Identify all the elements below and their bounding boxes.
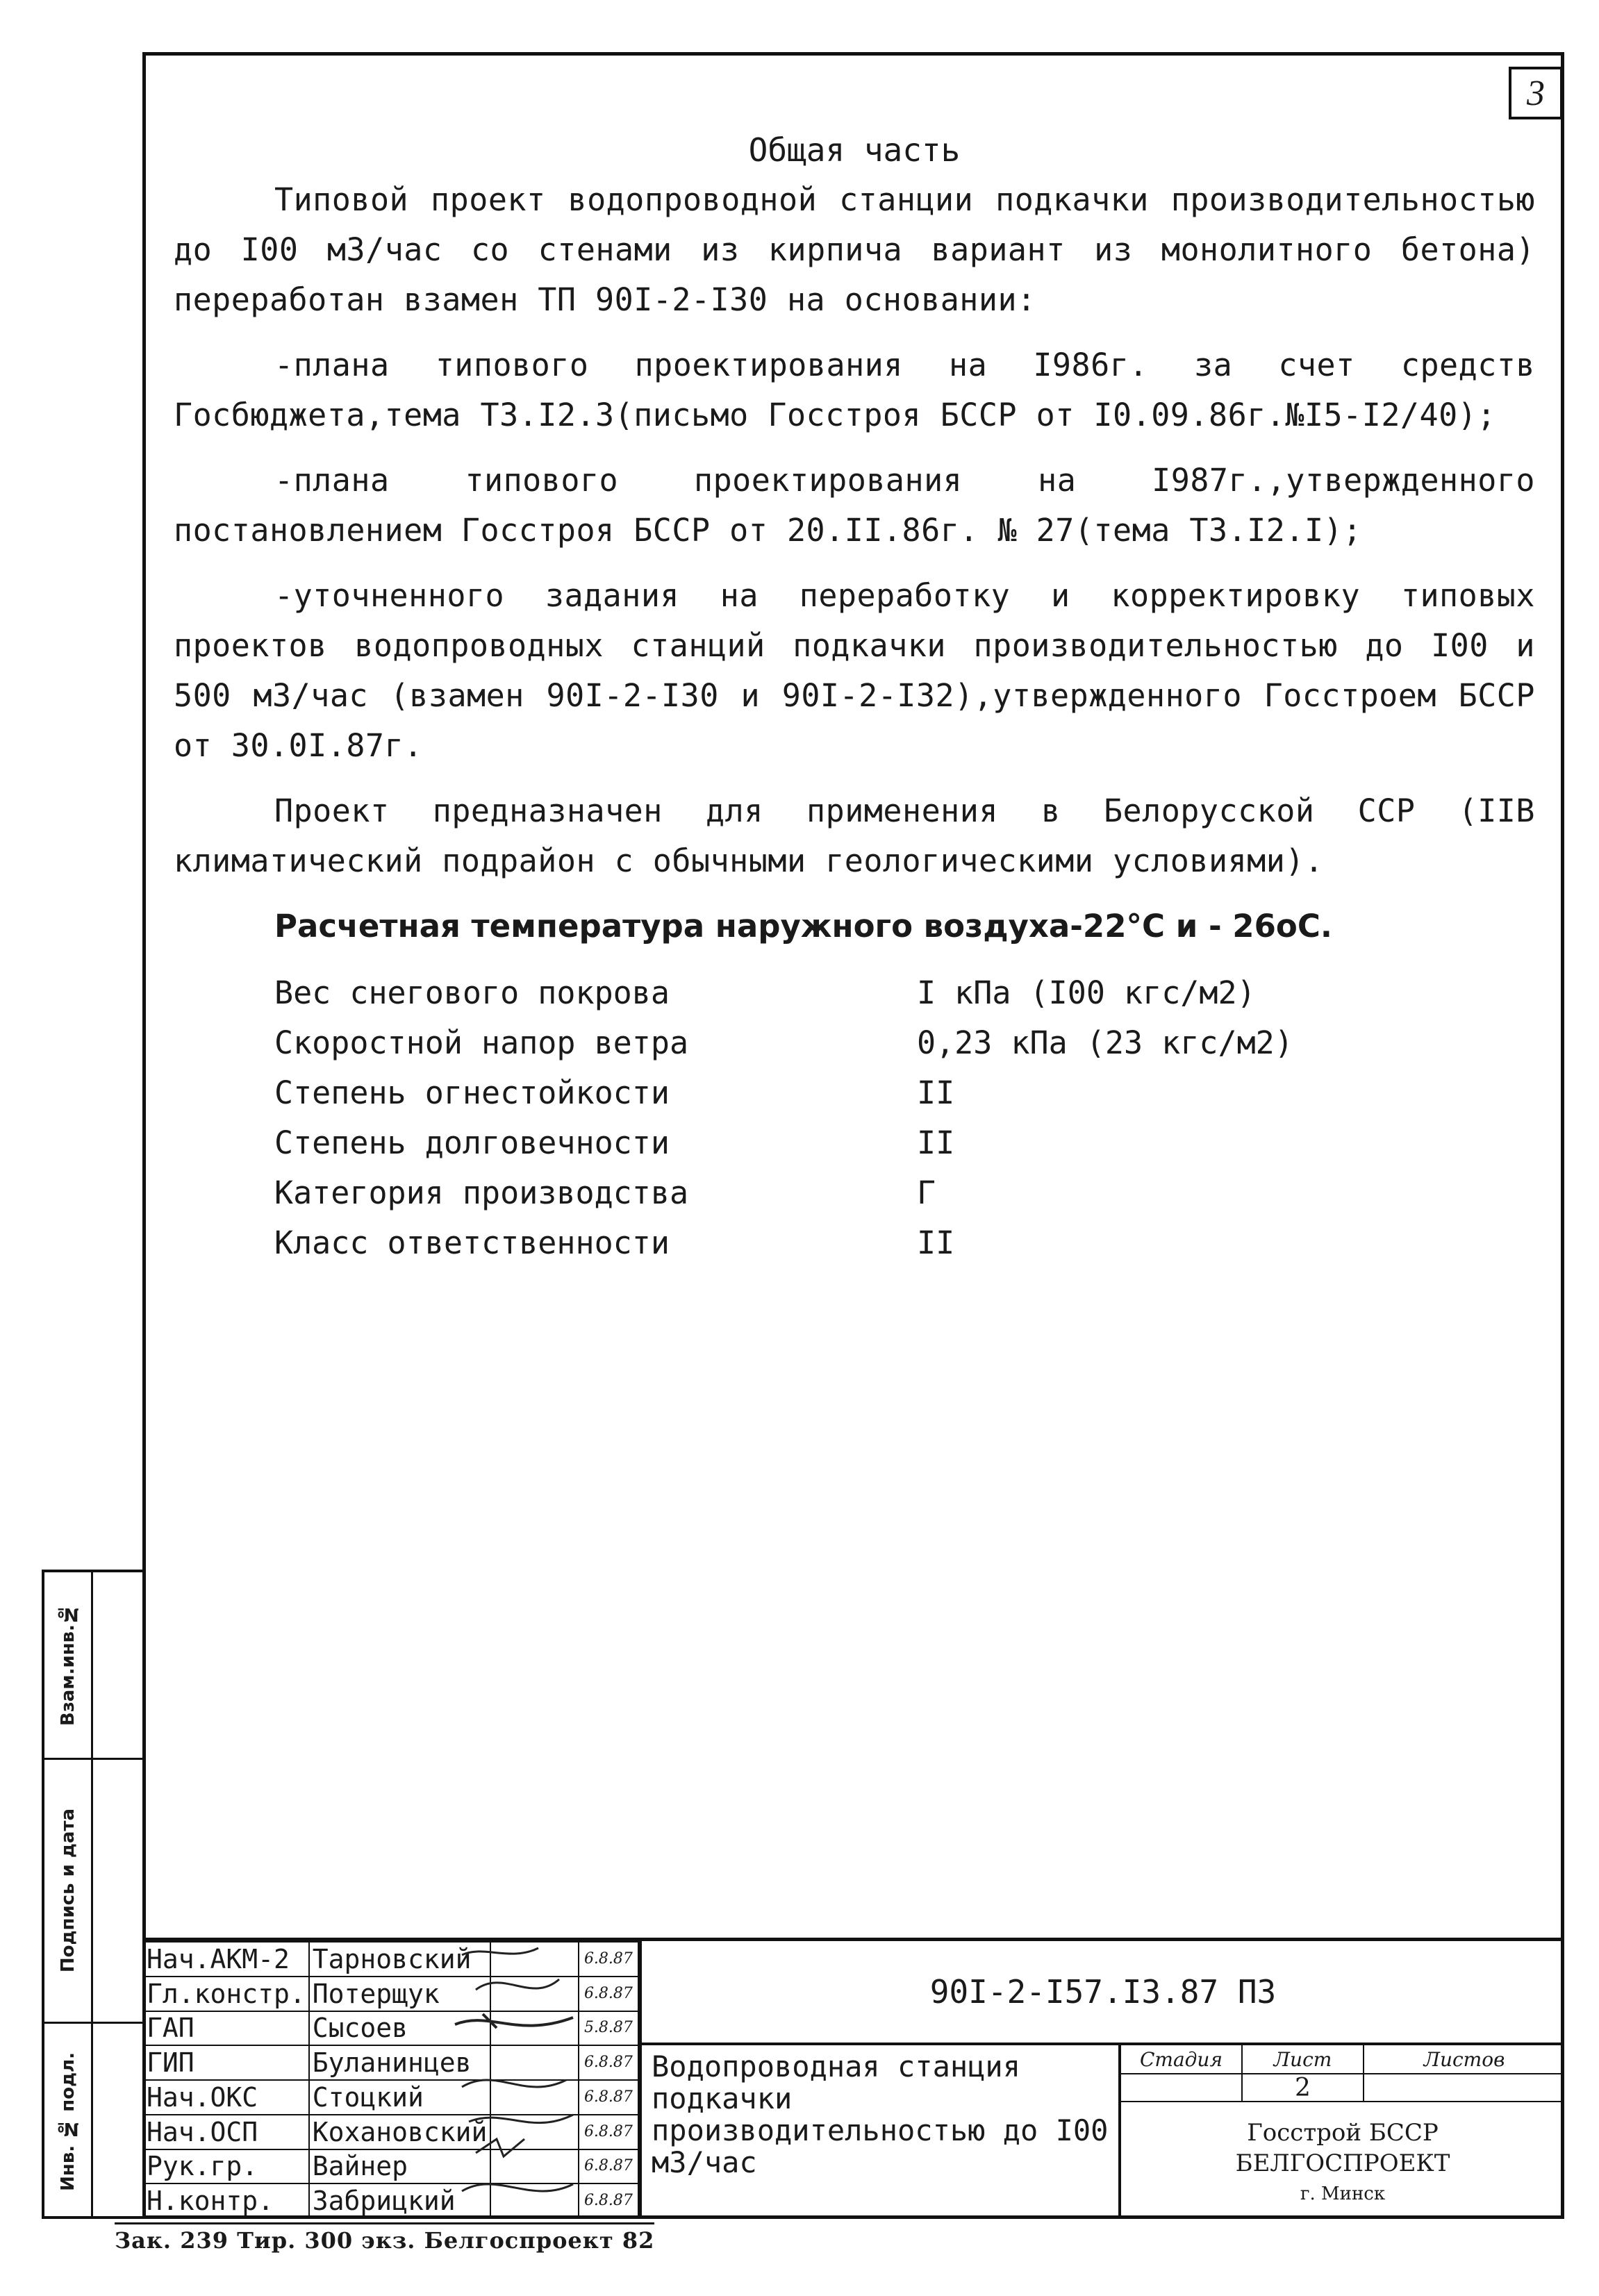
- organization: [1121, 2102, 1564, 2209]
- org-institute: БЕЛГОСПРОЕКТ: [1235, 2149, 1450, 2177]
- parameter-value: I кПа (I00 кгс/м2): [917, 974, 1256, 1011]
- stage-sheet-grid: [1118, 2045, 1564, 2219]
- parameter-name: Скоростной напор ветра: [274, 1024, 689, 1061]
- org-ministry: Госстрой БССР: [1247, 2119, 1439, 2147]
- parameter-name: Вес снегового покрова: [274, 974, 670, 1011]
- strip-value-column: [93, 1572, 145, 2216]
- signatures-table: [142, 1941, 639, 2219]
- parameter-name: Категория производства: [274, 1174, 689, 1211]
- paragraph-application: Проект предназначен для применения в Белорусской ССР (IIВ климатический подрайон с обычными геологическими условиями).: [174, 792, 1535, 879]
- signature-role: Н.контр.: [143, 2183, 309, 2218]
- stage-header: Стадия: [1121, 2045, 1243, 2074]
- section-title: Общая часть: [748, 131, 961, 169]
- strip-cell-inv: [44, 2024, 91, 2219]
- signature-role: Нач.ОСП: [143, 2115, 309, 2149]
- signature-row: [143, 2011, 638, 2046]
- signature-date: 6.8.87: [579, 2115, 638, 2149]
- print-run-note: Зак. 239 Тир. 300 экз. Белгоспроект 82: [115, 2222, 654, 2254]
- strip-cell-vzam: [44, 1572, 91, 1760]
- label-vzam-inv: Взам.инв.№: [57, 1604, 78, 1727]
- paragraph-intro: Типовой проект водопроводной станции подкачки производительностью до I00 м3/час со стенами из кирпича вариант из монолитного бетона) переработан взамен ТП 90I-2-I30 на основании:: [174, 181, 1535, 318]
- signature-name: Забрицкий: [309, 2183, 491, 2218]
- signature-role: ГИП: [143, 2045, 309, 2080]
- strip-cell-podpis: [44, 1760, 91, 2024]
- strip-label-column: [44, 1572, 93, 2216]
- signature-date: 6.8.87: [579, 2045, 638, 2080]
- paragraph-basis-1: -плана типового проектирования на I986г. за счет средств Госбюджета,тема Т3.I2.3(письмо Госстроя БССР от I0.09.86г.№I5-I2/40);: [174, 347, 1535, 433]
- signature-mark: [490, 2011, 578, 2046]
- signature-date: 6.8.87: [579, 2149, 638, 2184]
- document-code: 90I-2-I57.I3.87 ПЗ: [639, 1941, 1564, 2045]
- signature-row: [143, 2183, 638, 2218]
- signature-name: Стоцкий: [309, 2080, 491, 2115]
- parameter-value: II: [917, 1074, 955, 1111]
- paragraph-temperature: Расчетная температура наружного воздуха-22°С и - 26оС.: [274, 908, 1332, 945]
- signature-role: Рук.гр.: [143, 2149, 309, 2184]
- signature-name: Тарновский: [309, 1942, 491, 1977]
- parameter-name: Класс ответственности: [274, 1224, 670, 1261]
- signature-row: [143, 1942, 638, 1977]
- stage-value-row: [1121, 2074, 1564, 2102]
- sheet-number: 3: [1527, 73, 1545, 113]
- sheet-value: 2: [1243, 2074, 1364, 2102]
- parameter-name: Степень огнестойкости: [274, 1074, 670, 1111]
- signature-mark: [490, 2045, 578, 2080]
- sheet-number-box: [1509, 67, 1563, 119]
- parameter-value: Г: [917, 1174, 936, 1211]
- signature-mark: [490, 2080, 578, 2115]
- strip-value-vzam: [93, 1572, 145, 1760]
- signature-mark: [490, 1977, 578, 2011]
- signature-row: [143, 2149, 638, 2184]
- signature-row: [143, 2115, 638, 2149]
- strip-value-podpis: [93, 1760, 145, 2024]
- signature-date: 6.8.87: [579, 1942, 638, 1977]
- sheets-header: Листов: [1364, 2045, 1564, 2074]
- parameters-table: [274, 968, 1293, 1268]
- signature-mark: [490, 2115, 578, 2149]
- strip-value-inv: [93, 2024, 145, 2219]
- signature-row: [143, 1977, 638, 2011]
- parameter-value: 0,23 кПа (23 кгс/м2): [917, 1024, 1293, 1061]
- parameter-row: [274, 1118, 1293, 1168]
- parameter-row: [274, 1068, 1293, 1118]
- stage-value: [1121, 2074, 1243, 2102]
- parameter-row: [274, 1018, 1293, 1068]
- signature-name: Буланинцев: [309, 2045, 491, 2080]
- parameter-row: [274, 1168, 1293, 1218]
- parameter-row: [274, 1218, 1293, 1268]
- signature-date: 6.8.87: [579, 2080, 638, 2115]
- signature-name: Сысоев: [309, 2011, 491, 2046]
- signature-date: 6.8.87: [579, 1977, 638, 2011]
- parameter-row: [274, 968, 1293, 1018]
- title-block: [142, 1938, 1564, 2219]
- document-name: Водопроводная станция подкачки производительностью до I00 м3/час: [639, 2045, 1118, 2219]
- org-city: г. Минск: [1300, 2183, 1386, 2204]
- signature-row: [143, 2080, 638, 2115]
- signature-date: 6.8.87: [579, 2183, 638, 2218]
- signature-role: Гл.констр.: [143, 1977, 309, 2011]
- parameter-name: Степень долговечности: [274, 1124, 670, 1161]
- signature-name: Вайнер: [309, 2149, 491, 2184]
- parameter-value: II: [917, 1224, 955, 1261]
- signature-mark: [490, 2149, 578, 2184]
- signature-mark: [490, 1942, 578, 1977]
- signature-name: Кохановский: [309, 2115, 491, 2149]
- signature-date: 5.8.87: [579, 2011, 638, 2046]
- sheets-value: [1364, 2074, 1564, 2102]
- paragraph-basis-3: -уточненного задания на переработку и корректировку типовых проектов водопроводных станций подкачки производительностью до I00 и 500 м3/час (взамен 90I-2-I30 и 90I-2-I32),утвержденного Госстроем БССР от 30.0I.87г.: [174, 577, 1535, 764]
- parameter-value: II: [917, 1124, 955, 1161]
- paragraph-basis-2: -плана типового проектирования на I987г.,утвержденного постановлением Госстроя БССР от 20.II.86г. № 27(тема Т3.I2.I);: [174, 462, 1535, 549]
- signature-role: Нач.АКМ-2: [143, 1942, 309, 1977]
- stage-header-row: [1121, 2045, 1564, 2074]
- signature-row: [143, 2045, 638, 2080]
- signature-mark: [490, 2183, 578, 2218]
- label-inv-podl: Инв. № подл.: [57, 2052, 78, 2191]
- signature-name: Потерщук: [309, 1977, 491, 2011]
- sheet-header: Лист: [1243, 2045, 1364, 2074]
- signature-role: Нач.ОКС: [143, 2080, 309, 2115]
- signature-role: ГАП: [143, 2011, 309, 2046]
- left-margin-strip: [42, 1570, 142, 2219]
- label-podpis-data: Подпись и дата: [57, 1808, 78, 1973]
- document-body: [174, 125, 1535, 1268]
